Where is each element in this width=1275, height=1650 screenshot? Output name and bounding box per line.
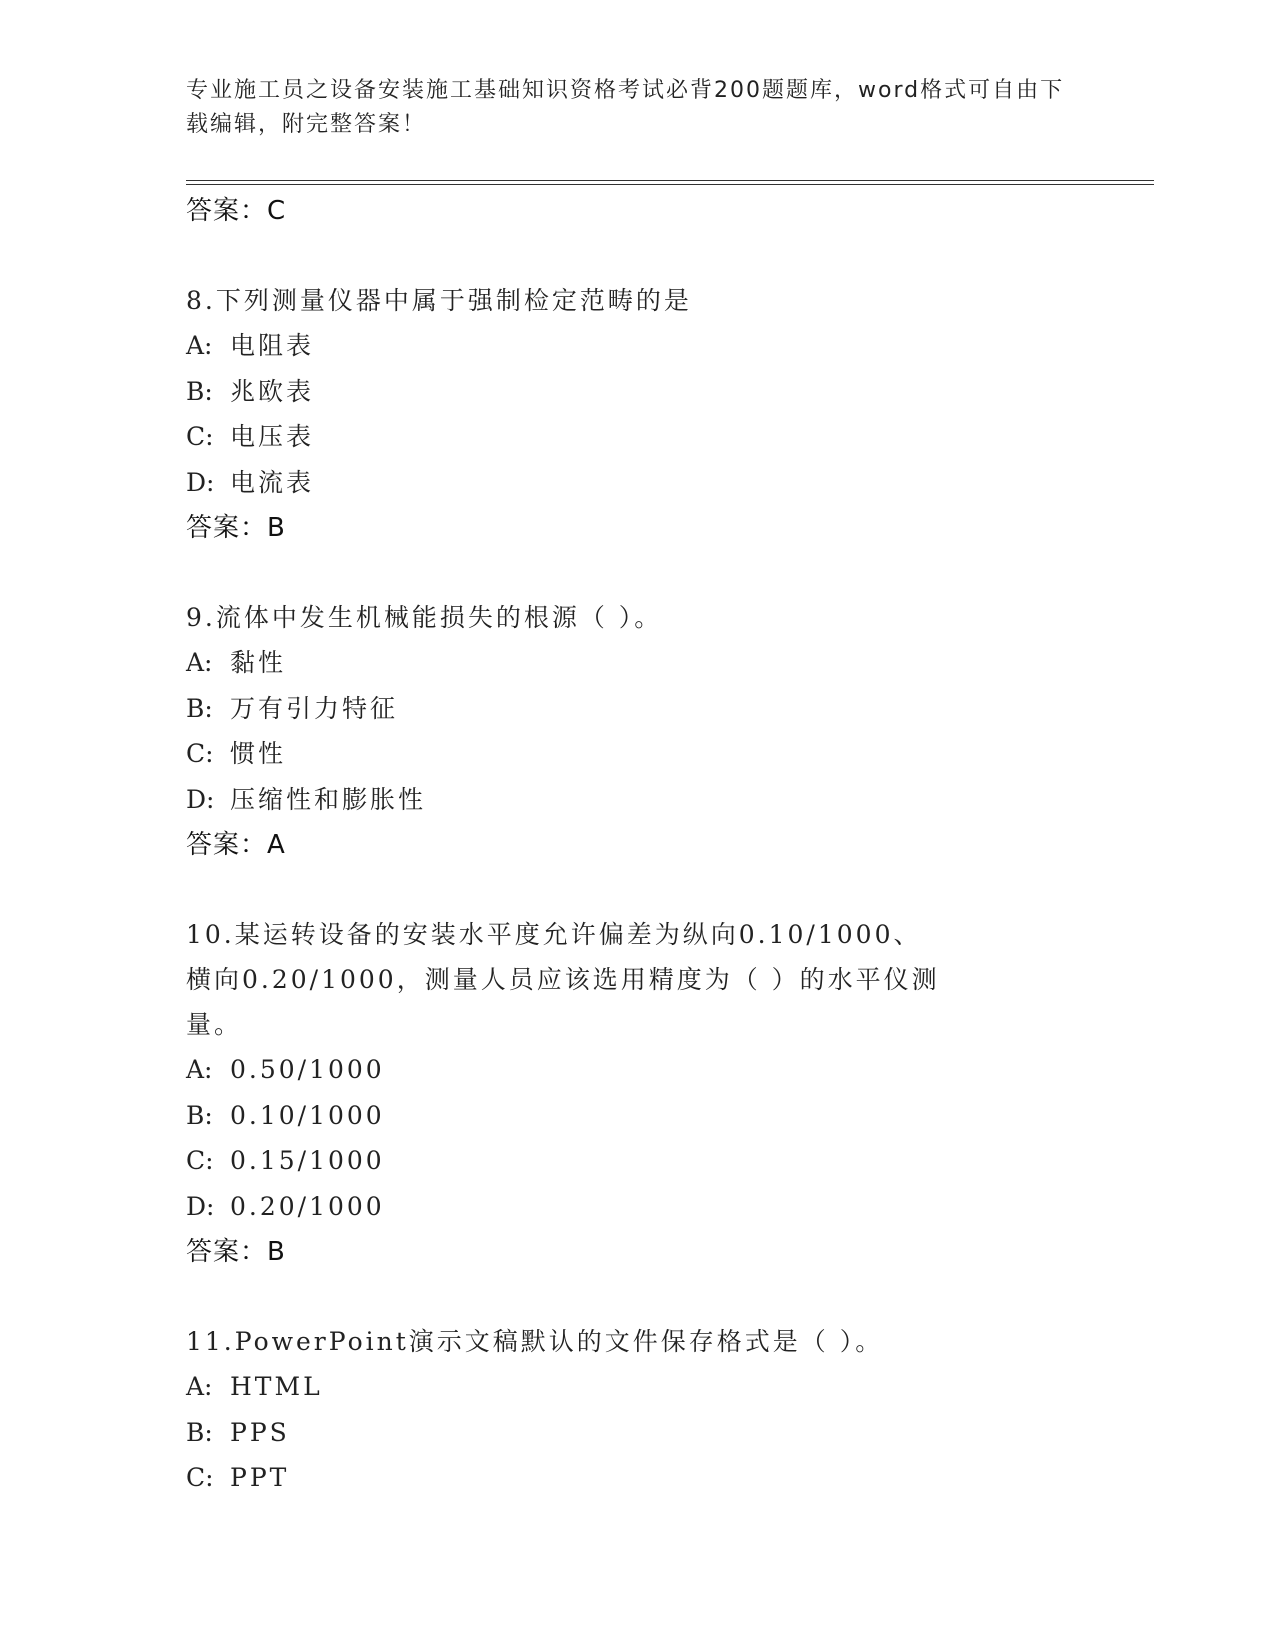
option-item [186,640,1166,686]
option-text: 电压表 [230,422,315,451]
question-text: 11.PowerPoint演示文稿默认的文件保存格式是（ ）。 [186,1327,884,1356]
answer-line: 答案：C [186,196,287,226]
option-label: D: [186,467,215,497]
option-label: B: [186,1417,213,1447]
question-text: 9.流体中发生机械能损失的根源（ ）。 [186,603,663,632]
option-text: 0.10/1000 [230,1100,385,1130]
question-block [186,595,1166,868]
option-label: A: [186,1055,213,1084]
option-text: 兆欧表 [230,376,315,406]
option-label: A: [186,1372,213,1401]
option-text: PPS [230,1417,290,1447]
option-label: D: [186,784,215,814]
option-item [186,1184,1166,1230]
option-label: C: [186,739,214,768]
option-text: 压缩性和膨胀性 [230,784,427,814]
option-text: 电阻表 [230,331,315,360]
option-item [186,1138,1166,1184]
spacer [186,551,1166,595]
option-item [186,369,1166,415]
header-divider [186,180,1154,185]
option-label: C: [186,1146,214,1175]
question-list [186,188,1166,1501]
document-header: 专业施工员之设备安装施工基础知识资格考试必背200题题库，word格式可自由下载编辑，附完整答案！ [186,78,1065,137]
option-label: C: [186,1463,214,1492]
answer-line: 答案：B [186,513,286,543]
option-item [186,460,1166,506]
answer-line: 答案：B [186,1237,286,1267]
option-label: D: [186,1191,215,1221]
option-item [186,1364,1166,1410]
option-text: 电流表 [230,467,315,497]
question-block [186,278,1166,551]
option-text: 0.50/1000 [230,1055,385,1084]
question-text: 8.下列测量仪器中属于强制检定范畴的是 [186,286,692,315]
question-block [186,1319,1166,1501]
option-item [186,777,1166,823]
option-item [186,1047,1166,1093]
option-text: 0.15/1000 [230,1146,385,1175]
option-text: 万有引力特征 [230,693,399,723]
answer-line: 答案：A [186,830,286,860]
option-label: A: [186,331,213,360]
option-text: HTML [230,1372,323,1401]
option-item [186,414,1166,460]
option-item [186,686,1166,732]
option-item [186,323,1166,369]
spacer [186,868,1166,912]
option-text: 惯性 [230,739,287,768]
option-text: 黏性 [230,648,287,677]
question-text: 10.某运转设备的安装水平度允许偏差为纵向0.10/1000、横向0.20/1000，测量人员应该选用精度为（ ）的水平仪测量。 [186,920,940,1039]
option-label: B: [186,376,213,406]
spacer [186,1275,1166,1319]
spacer [186,234,1166,278]
option-label: B: [186,1100,213,1130]
option-item [186,1093,1166,1139]
option-text: PPT [230,1463,290,1492]
option-label: B: [186,693,213,723]
option-text: 0.20/1000 [230,1191,385,1221]
option-label: A: [186,648,213,677]
option-item [186,1455,1166,1501]
option-item [186,1410,1166,1456]
question-block [186,912,1166,1275]
option-label: C: [186,422,214,451]
option-item [186,731,1166,777]
